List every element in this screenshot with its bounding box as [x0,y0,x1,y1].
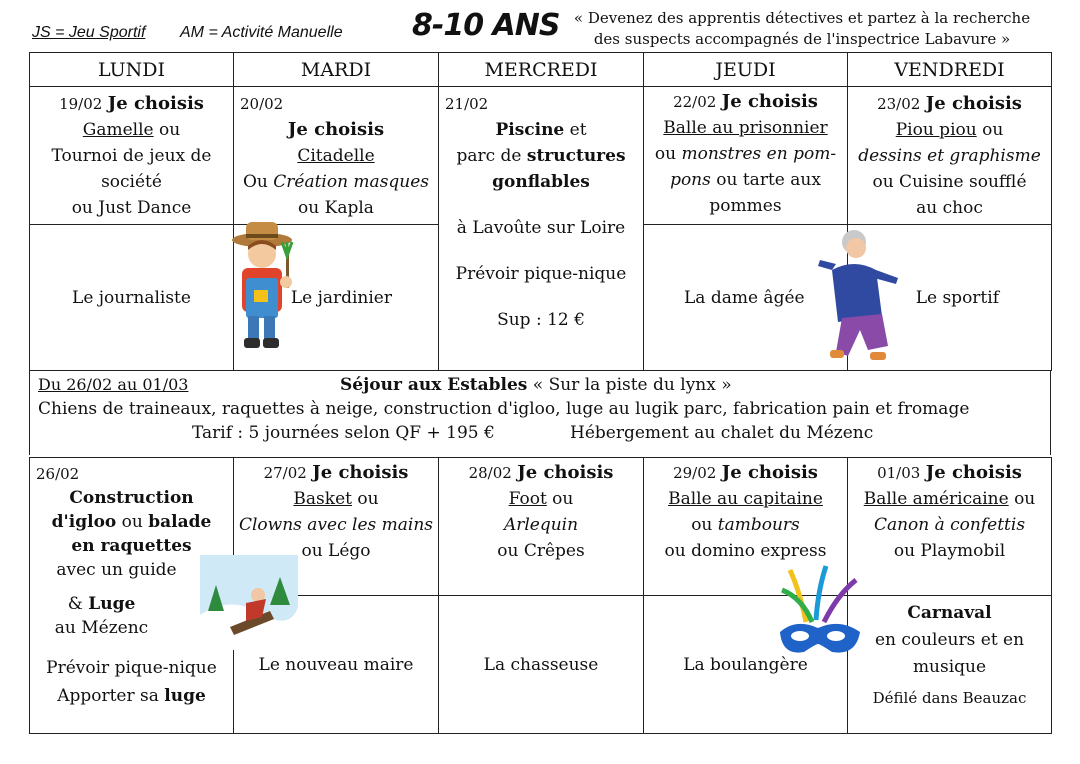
cell-week2-vendredi-carnaval [848,596,1052,734]
activity: Balle au capitaine [668,489,823,509]
activity: monstres en pom- [681,144,837,164]
activity: Citadelle [297,146,375,166]
activity-sep: ou [1008,489,1036,509]
role-mardi: Le jardinier [234,225,439,371]
role-lundi: Le journaliste [30,225,234,371]
activity: Luge [88,594,136,614]
activity-sep: ou [351,489,379,509]
date: 19/02 [59,95,103,113]
date: 22/02 [673,93,717,111]
activity: avec un guide [56,560,177,580]
activity-sep: ou [546,489,574,509]
sejour-hebergement: Hébergement au chalet du Mézenc [570,423,874,443]
activity: Piscine [495,120,565,140]
activity-sep: & [67,594,89,614]
role-mercredi: La chasseuse [439,596,644,734]
cell-week1-mercredi [439,87,644,371]
cell-week2-mercredi-activities [439,458,644,596]
activity: d'igloo [51,512,117,532]
age-group-title: 8-10 ANS [412,8,560,43]
date: 26/02 [36,465,80,483]
activity-sep: parc de [456,146,527,166]
week2-table [29,457,1052,734]
activity: Tournoi de jeux de [51,146,212,166]
role-jeudi: La boulangère [644,596,848,734]
activity: Clowns avec les mains [238,515,434,535]
tagline-line-2: des suspects accompagnés de l'inspectrice Labavure » [593,30,1011,48]
date: 21/02 [445,95,489,113]
activity: Canon à confettis [873,515,1026,535]
activity: au choc [916,198,983,218]
je-choisis: Je choisis [107,93,204,114]
note: Prévoir pique-nique [46,658,217,678]
sejour-tarif: Tarif : 5 journées selon QF + 195 € [192,423,495,443]
carnaval-title: Carnaval [907,603,992,623]
sejour-band [29,371,1051,455]
date: 27/02 [263,464,307,482]
activity: Piou piou [895,120,977,140]
activity: Arlequin [503,515,579,535]
supplement: Sup : 12 € [497,310,585,330]
sejour-subtitle: « Sur la piste du lynx » [527,375,732,395]
activity: pommes [709,196,782,216]
activity: structures [526,146,626,166]
je-choisis: Je choisis [721,462,818,483]
activity: en raquettes [71,536,192,556]
date: 28/02 [468,464,512,482]
activity: Balle américaine [863,489,1009,509]
activity: Balle au prisonnier [663,118,828,138]
activity-sep: Ou [242,172,274,192]
note: Prévoir pique-nique [455,264,627,284]
day-header-lundi: LUNDI [30,53,234,87]
activity: gonflables [492,172,590,192]
activity: ou Légo [301,541,371,561]
date: 20/02 [240,95,284,113]
activity: Foot [508,489,547,509]
sejour-activities: Chiens de traineaux, raquettes à neige, construction d'igloo, luge au lugik parc, fabrication pain et fromage [38,399,970,419]
cell-week2-vendredi-activities [848,458,1052,596]
activity-sep: ou [153,120,181,140]
role-vendredi: Le sportif [848,225,1052,371]
role-mardi: Le nouveau maire [234,596,439,734]
legend-activite-manuelle: AM = Activité Manuelle [180,24,343,41]
sejour-name: Séjour aux Estables [340,375,528,395]
location: à Lavoûte sur Loire [456,218,626,238]
activity: ou domino express [664,541,827,561]
carnaval-line: musique [912,657,987,677]
date: 23/02 [877,95,921,113]
tagline [552,8,1052,50]
activity-sep: ou [976,120,1004,140]
activity-sep: ou [654,144,682,164]
activity: Création masques [273,172,430,192]
tagline-line-1: « Devenez des apprentis détectives et partez à la recherche [573,9,1031,27]
je-choisis: Je choisis [721,91,818,112]
day-header-jeudi: JEUDI [644,53,848,87]
activity: société [101,172,162,192]
je-choisis: Je choisis [517,462,614,483]
cell-week1-vendredi-activities [848,87,1052,225]
activity: ou Playmobil [893,541,1006,561]
activity: ou Cuisine soufflé [872,172,1027,192]
date: 01/03 [877,464,921,482]
sejour-dates: Du 26/02 au 01/03 [38,375,189,394]
legend-jeu-sportif: JS = Jeu Sportif [32,24,146,41]
activity: au Mézenc [54,618,149,638]
activity: ou tarte aux [710,170,821,190]
je-choisis: Je choisis [287,119,385,140]
activity-sep: ou [691,515,718,535]
carnaval-defile: Défilé dans Beauzac [872,689,1027,707]
note-bold: luge [164,686,206,706]
activity: pons [670,170,711,190]
activity-sep: et [564,120,587,140]
day-header-vendredi: VENDREDI [848,53,1052,87]
date: 29/02 [673,464,717,482]
role-jeudi: La dame âgée [644,225,848,371]
carnival-mask-illustration [776,562,866,660]
je-choisis: Je choisis [925,93,1022,114]
gardener-illustration [228,220,308,354]
activity: Basket [293,489,352,509]
activity: balade [148,512,212,532]
activity: ou Kapla [298,198,374,218]
activity: ou Just Dance [71,198,192,218]
activity: dessins et graphisme [858,146,1041,166]
day-header-mardi: MARDI [234,53,439,87]
activity: tambours [717,515,800,535]
activity-sep: ou [116,512,149,532]
activity: ou Crêpes [497,541,585,561]
note: Apporter sa [57,686,165,706]
old-lady-dancing-illustration [818,226,902,370]
sejour-title [340,375,732,395]
cell-week1-mardi-activities [234,87,439,225]
je-choisis: Je choisis [312,462,409,483]
activity: Gamelle [82,120,154,140]
cell-week1-lundi-activities [30,87,234,225]
cell-week1-jeudi-activities [644,87,848,225]
sled-snow-illustration [200,555,298,650]
day-header-mercredi: MERCREDI [439,53,644,87]
activity: Construction [69,488,194,508]
je-choisis: Je choisis [925,462,1022,483]
carnaval-line: en couleurs et en [874,630,1025,650]
